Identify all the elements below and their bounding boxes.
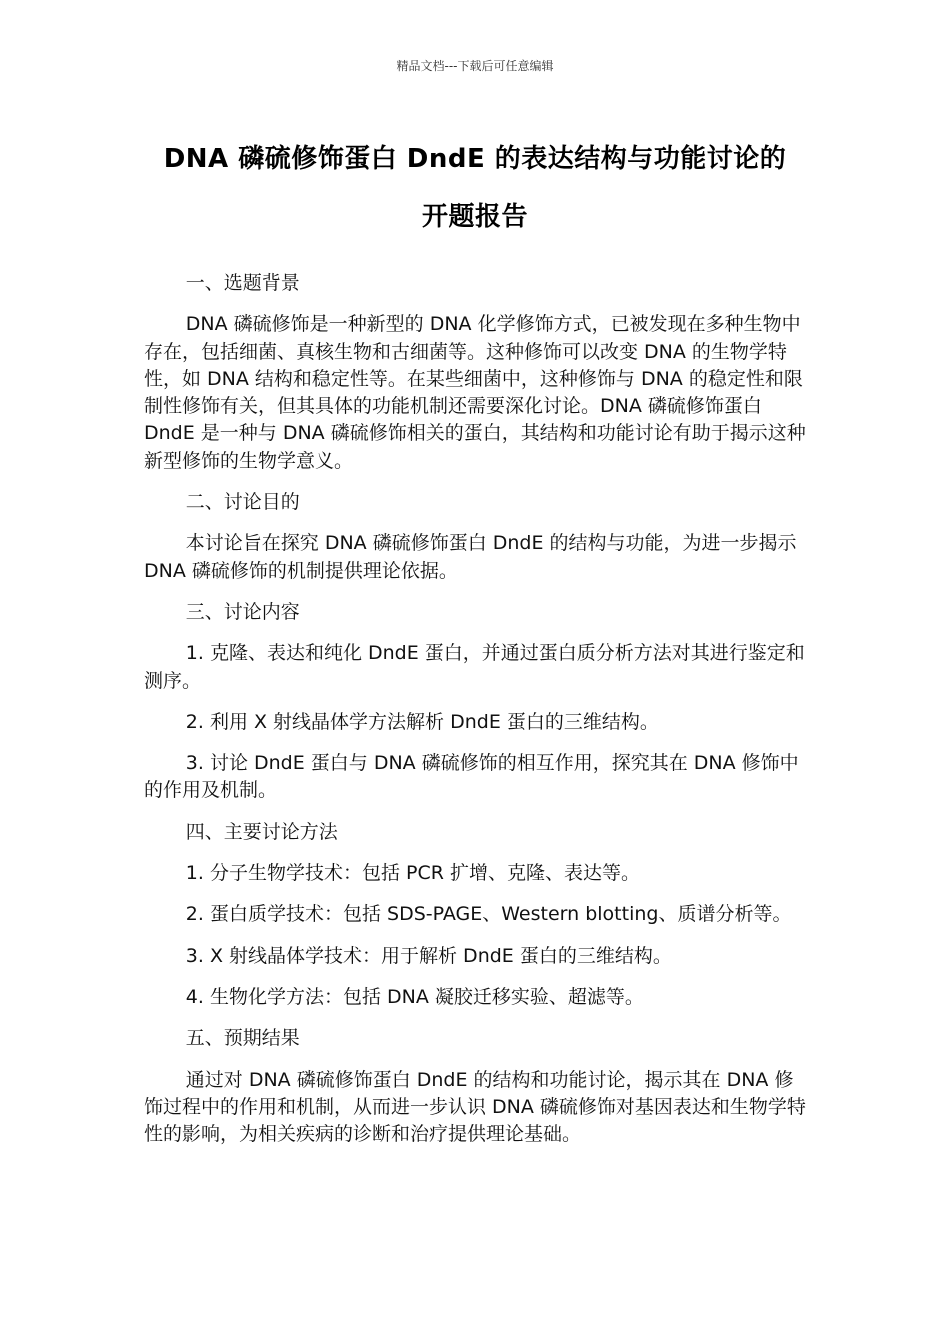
method-item: 4. 生物化学方法：包括 DNA 凝胶迁移实验、超滤等。 xyxy=(185,985,644,1008)
document-body xyxy=(144,270,806,1162)
section-paragraph-background: DNA 磷硫修饰是一种新型的 DNA 化学修饰方式，已被发现在多种生物中存在，包括细菌、真核生物和古细菌等。这种修饰可以改变 DNA 的生物学特性，如 DNA 结构和稳定性等。在某些细菌中，这种修饰与 DNA 的稳定性和限制性修饰有关，但其具体的功能机制还需要深化讨论。DNA 磷硫修饰蛋白 DndE 是一种与 DNA 磷硫修饰相关的蛋白，其结构和功能讨论有助于揭示这种新型修饰的生物学意义。 xyxy=(144,313,806,472)
section-paragraph-expected-results: 通过对 DNA 磷硫修饰蛋白 DndE 的结构和功能讨论，揭示其在 DNA 修饰过程中的作用和机制，从而进一步认识 DNA 磷硫修饰对基因表达和生物学特性的影响，为相关疾病的诊断和治疗提供理论基础。 xyxy=(144,1068,806,1146)
section-heading-expected-results: 五、预期结果 xyxy=(185,1027,300,1050)
section-heading-methods: 四、主要讨论方法 xyxy=(185,820,338,843)
method-item: 2. 蛋白质学技术：包括 SDS-PAGE、Western blotting、质谱分析等。 xyxy=(185,903,792,926)
section-heading-content: 三、讨论内容 xyxy=(185,600,300,623)
content-item: 2. 利用 X 射线晶体学方法解析 DndE 蛋白的三维结构。 xyxy=(185,710,659,733)
section-heading-purpose: 二、讨论目的 xyxy=(185,491,300,514)
method-item: 1. 分子生物学技术：包括 PCR 扩增、克隆、表达等。 xyxy=(185,862,640,885)
page-header: 精品文档---下载后可任意编辑 xyxy=(396,59,554,73)
method-item: 3. X 射线晶体学技术：用于解析 DndE 蛋白的三维结构。 xyxy=(185,944,672,967)
document-title-line-1: DNA 磷硫修饰蛋白 DndE 的表达结构与功能讨论的 xyxy=(163,144,787,174)
content-item: 3. 讨论 DndE 蛋白与 DNA 磷硫修饰的相互作用，探究其在 DNA 修饰中的作用及机制。 xyxy=(144,752,799,802)
content-item: 1. 克隆、表达和纯化 DndE 蛋白，并通过蛋白质分析方法对其进行鉴定和测序。 xyxy=(144,642,805,692)
document-title-line-2: 开题报告 xyxy=(421,202,528,232)
section-paragraph-purpose: 本讨论旨在探究 DNA 磷硫修饰蛋白 DndE 的结构与功能，为进一步揭示 DNA 磷硫修饰的机制提供理论依据。 xyxy=(144,532,797,582)
section-heading-background: 一、选题背景 xyxy=(185,272,300,294)
